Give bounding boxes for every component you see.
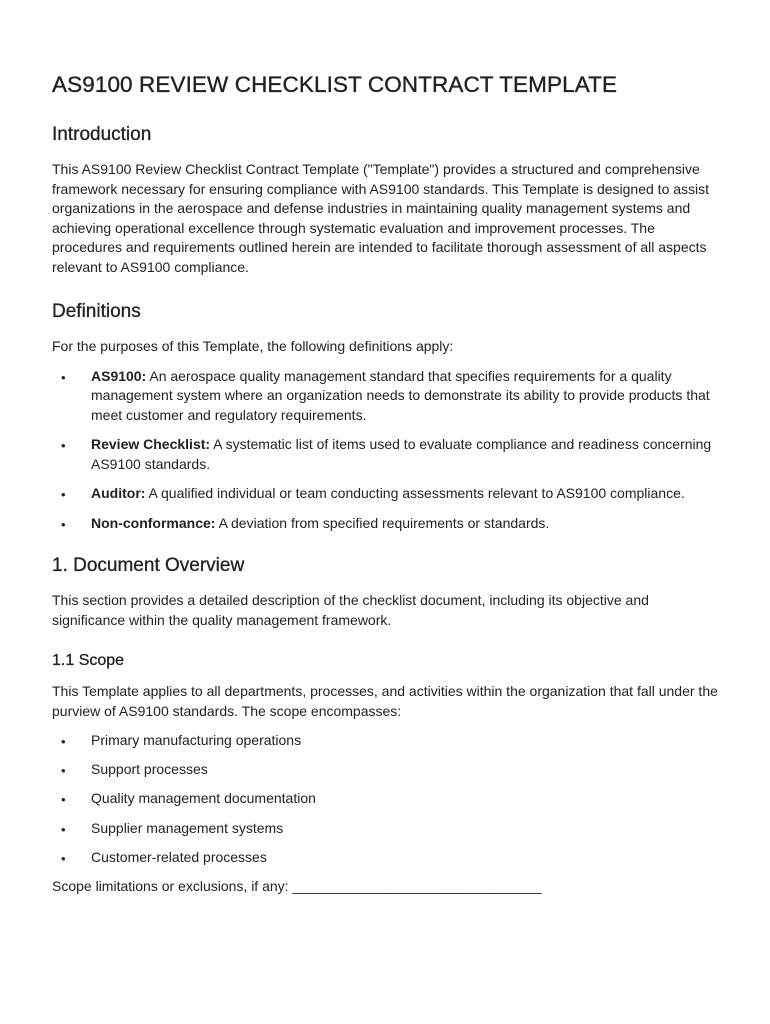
scope-limitations-blank-field[interactable]: ________________________________ <box>292 877 542 894</box>
bullet-icon: • <box>61 438 66 453</box>
bullet-icon: • <box>61 821 66 837</box>
section-1-body: This section provides a detailed description of the checklist document, including its objective and significance within the quality management framework. <box>52 592 649 628</box>
document-title: AS9100 REVIEW CHECKLIST CONTRACT TEMPLATE <box>52 72 618 97</box>
list-item <box>52 848 718 868</box>
bullet-icon: • <box>61 763 66 779</box>
scope-heading: 1.1 Scope <box>52 652 125 669</box>
definition-item <box>52 484 718 504</box>
definition-term: Auditor: <box>91 485 146 501</box>
bullet-icon: • <box>61 369 66 385</box>
definition-item <box>52 514 718 534</box>
scope-body: This Template applies to all departments, processes, and activities within the organization that fall under the purview of AS9100 standards. The scope encompasses: <box>52 683 718 719</box>
definition-term: AS9100: <box>91 367 147 384</box>
definition-text: A deviation from specified requirements or standards. <box>215 514 550 531</box>
definition-item <box>52 367 718 426</box>
introduction-heading: Introduction <box>52 124 152 145</box>
bullet-icon: • <box>61 516 66 532</box>
bullet-icon: • <box>61 792 66 808</box>
definition-item <box>52 435 718 474</box>
scope-limitations-line <box>52 877 718 897</box>
definitions-lead: For the purposes of this Template, the following definitions apply: <box>52 338 454 354</box>
definitions-heading: Definitions <box>52 301 141 322</box>
scope-item-text: Customer-related processes <box>91 848 267 865</box>
definition-term: Review Checklist: <box>91 436 211 452</box>
definition-text: A systematic list of items used to evaluate compliance and readiness concerning AS9100 standards. <box>91 436 712 472</box>
list-item <box>52 731 718 751</box>
definition-term: Non-conformance: <box>91 514 216 531</box>
scope-list <box>52 731 718 867</box>
bullet-icon: • <box>61 734 66 749</box>
list-item <box>52 789 718 809</box>
introduction-body: This AS9100 Review Checklist Contract Template ("Template") provides a structured and comprehensive framework necessary for ensuring compliance with AS9100 standards. This Template is designed to assist organizations in the aerospace and defense industries in maintaining quality management systems and achieving operational excellence through systematic evaluation and improvement processes. The procedures and requirements outlined herein are intended to facilitate thorough assessment of all aspects relevant to AS9100 compliance. <box>52 161 710 275</box>
scope-item-text: Supplier management systems <box>91 819 284 836</box>
definition-text: An aerospace quality management standard that specifies requirements for a quality management system where an organization needs to demonstrate its ability to provide products that meet customer and regulatory requirements. <box>91 367 710 423</box>
list-item <box>52 760 718 780</box>
bullet-icon: • <box>61 850 66 866</box>
scope-item-text: Support processes <box>91 761 208 778</box>
section-1-heading: 1. Document Overview <box>52 555 245 576</box>
bullet-icon: • <box>61 487 66 502</box>
scope-item-text: Quality management documentation <box>91 790 316 807</box>
list-item <box>52 819 718 839</box>
definition-text: A qualified individual or team conducting assessments relevant to AS9100 compliance. <box>145 485 685 501</box>
definitions-list <box>52 367 718 534</box>
scope-item-text: Primary manufacturing operations <box>91 732 302 748</box>
scope-limitations-label: Scope limitations or exclusions, if any: <box>52 877 289 894</box>
